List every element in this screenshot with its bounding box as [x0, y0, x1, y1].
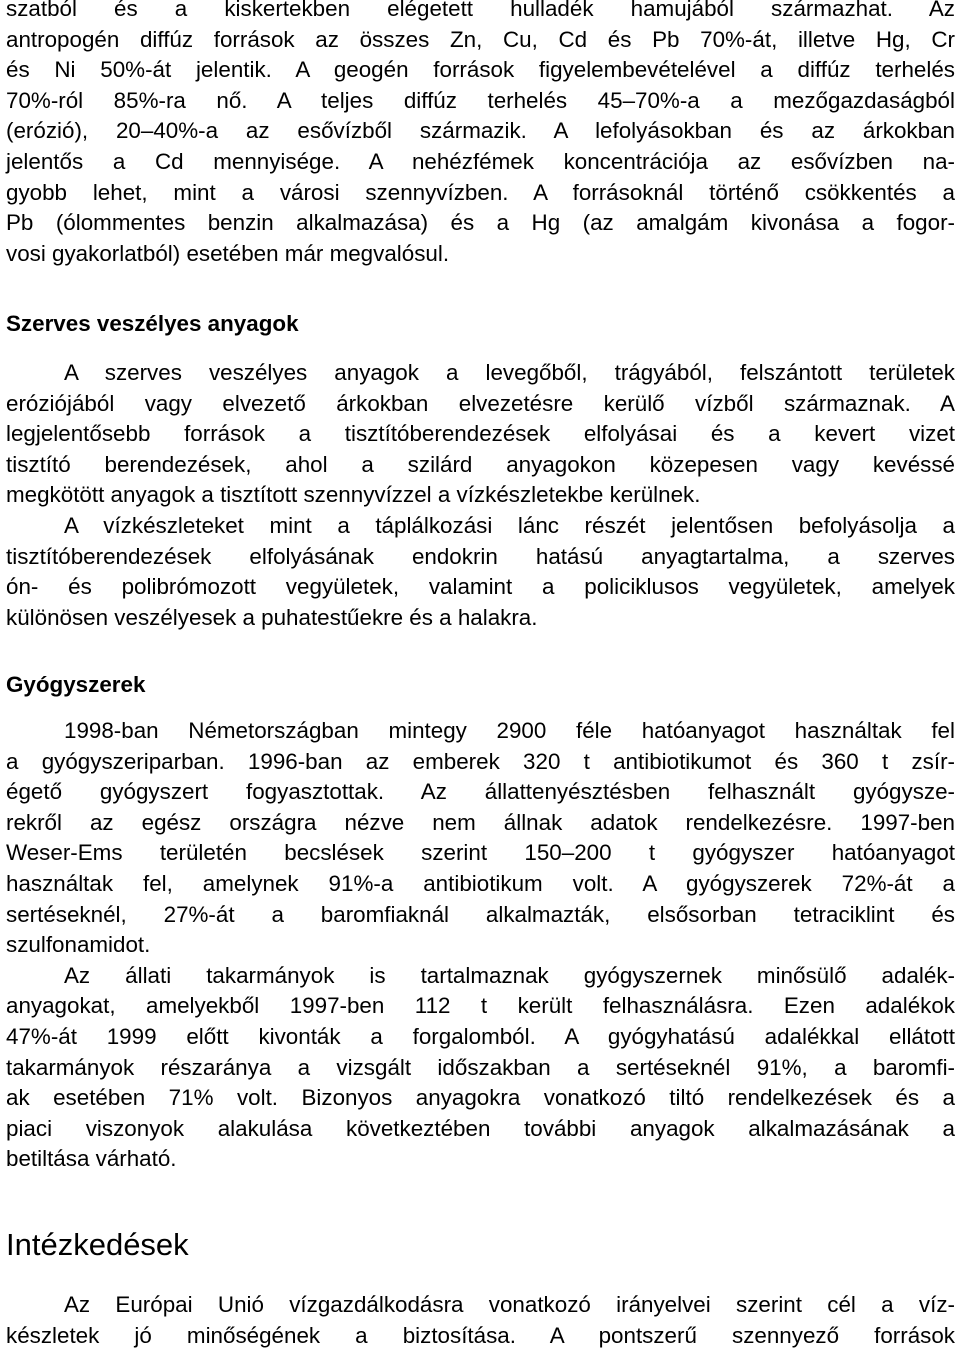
text-line: Az állati takarmányok is tartalmaznak gyógyszernek minősülő adalék-	[64, 962, 955, 988]
text-line: legjelentősebb források a tisztítóberendezések elfolyásai és a kevert vizet	[6, 421, 955, 447]
text-line: szatból és a kiskertekben elégetett hulladék hamujából származhat. Az	[6, 0, 955, 21]
text-line: A vízkészleteket mint a táplálkozási lánc részét jelentősen befolyásolja a	[64, 512, 955, 538]
text-line: antropogén diffúz források az összes Zn, Cu, Cd és Pb 70%-át, illetve Hg, Cr	[6, 26, 955, 52]
text-line: Weser-Ems területén becslések szerint 150–200 t gyógyszer hatóanyagot	[6, 840, 955, 866]
text-line: piaci viszonyok alakulása következtében további anyagok alkalmazásának a	[6, 1115, 955, 1141]
section-heading-pharmaceuticals: Gyógyszerek	[6, 672, 146, 697]
text-line: jelentős a Cd mennyisége. A nehézfémek koncentrációja az esővízben na-	[6, 148, 955, 174]
text-line: megkötött anyagok a tisztított szennyvízzel a vízkészletekbe kerülnek.	[6, 482, 701, 508]
text-line: 47%-át 1999 előtt kivonták a forgalomból. A gyógyhatású adalékkal ellátott	[6, 1023, 955, 1049]
paragraph-heavy-metals	[6, 0, 955, 269]
text-line: a gyógyszeriparban. 1996-ban az emberek 320 t antibiotikumot és 360 t zsír-	[6, 748, 955, 774]
text-line: készletek jó minőségének a biztosítása. A pontszerű szennyező források	[6, 1322, 955, 1348]
section-heading-measures: Intézkedések	[6, 1227, 189, 1262]
text-line: A szerves veszélyes anyagok a levegőből, trágyából, felszántott területek	[64, 360, 955, 385]
text-line: és Ni 50%-át jelentik. A geogén források figyelembevételével a diffúz terhelés	[6, 57, 955, 83]
text-line: 70%-ról 85%-ra nő. A teljes diffúz terhelés 45–70%-a a mezőgazdaságból	[6, 87, 955, 113]
text-line: anyagokat, amelyekből 1997-ben 112 t került felhasználásra. Ezen adalékok	[6, 993, 955, 1019]
text-line: vosi gyakorlatból) esetében már megvalósul.	[6, 240, 450, 266]
text-line: (erózió), 20–40%-a az esővízből származik. A lefolyásokban és az árkokban	[6, 118, 955, 144]
text-line: eróziójából vagy elvezető árkokban elvezetésre kerülő vízből származnak. A	[6, 390, 955, 416]
text-line: szulfonamidot.	[6, 932, 151, 958]
text-line: Az Európai Unió vízgazdálkodásra vonatkozó irányelvei szerint cél a víz-	[64, 1292, 955, 1317]
text-line: égető gyógyszert fogyasztottak. Az állattenyésztésben felhasznált gyógysze-	[6, 779, 955, 805]
text-line: takarmányok részaránya a vizsgált időszakban a sertéseknél 91%, a baromfi-	[6, 1054, 955, 1080]
text-line: rekről az egész országra nézve nem állnak adatok rendelkezésre. 1997-ben	[6, 809, 955, 835]
text-line: sertéseknél, 27%-át a baromfiaknál alkalmazták, elsősorban tetraciklint és	[6, 901, 955, 927]
text-line: ón- és polibrómozott vegyületek, valamint a policiklusos vegyületek, amelyek	[6, 574, 955, 600]
text-line: különösen veszélyesek a puhatestűekre és a halakra.	[6, 604, 538, 630]
section-heading-organic-hazardous: Szerves veszélyes anyagok	[6, 311, 299, 336]
text-line: tisztítóberendezések elfolyásának endokrin hatású anyagtartalma, a szerves	[6, 543, 955, 569]
text-line: Pb (ólommentes benzin alkalmazása) és a Hg (az amalgám kivonása a fogor-	[6, 210, 955, 236]
text-line: betiltása várható.	[6, 1146, 177, 1172]
text-line: 1998-ban Németországban mintegy 2900 féle hatóanyagot használtak fel	[64, 718, 955, 743]
text-line: gyobb lehet, mint a városi szennyvízben. A forrásoknál történő csökkentés a	[6, 179, 955, 205]
text-line: tisztító berendezések, ahol a szilárd anyagokon közepesen vagy kevéssé	[6, 451, 955, 477]
text-line: használtak fel, amelynek 91%-a antibiotikum volt. A gyógyszerek 72%-át a	[6, 870, 955, 896]
paragraph-pharmaceuticals	[6, 716, 955, 1175]
text-line: ak esetében 71% volt. Bizonyos anyagokra vonatkozó tiltó rendelkezések és a	[6, 1085, 955, 1111]
paragraph-measures	[6, 1290, 955, 1351]
paragraph-organic-hazardous	[6, 358, 955, 633]
